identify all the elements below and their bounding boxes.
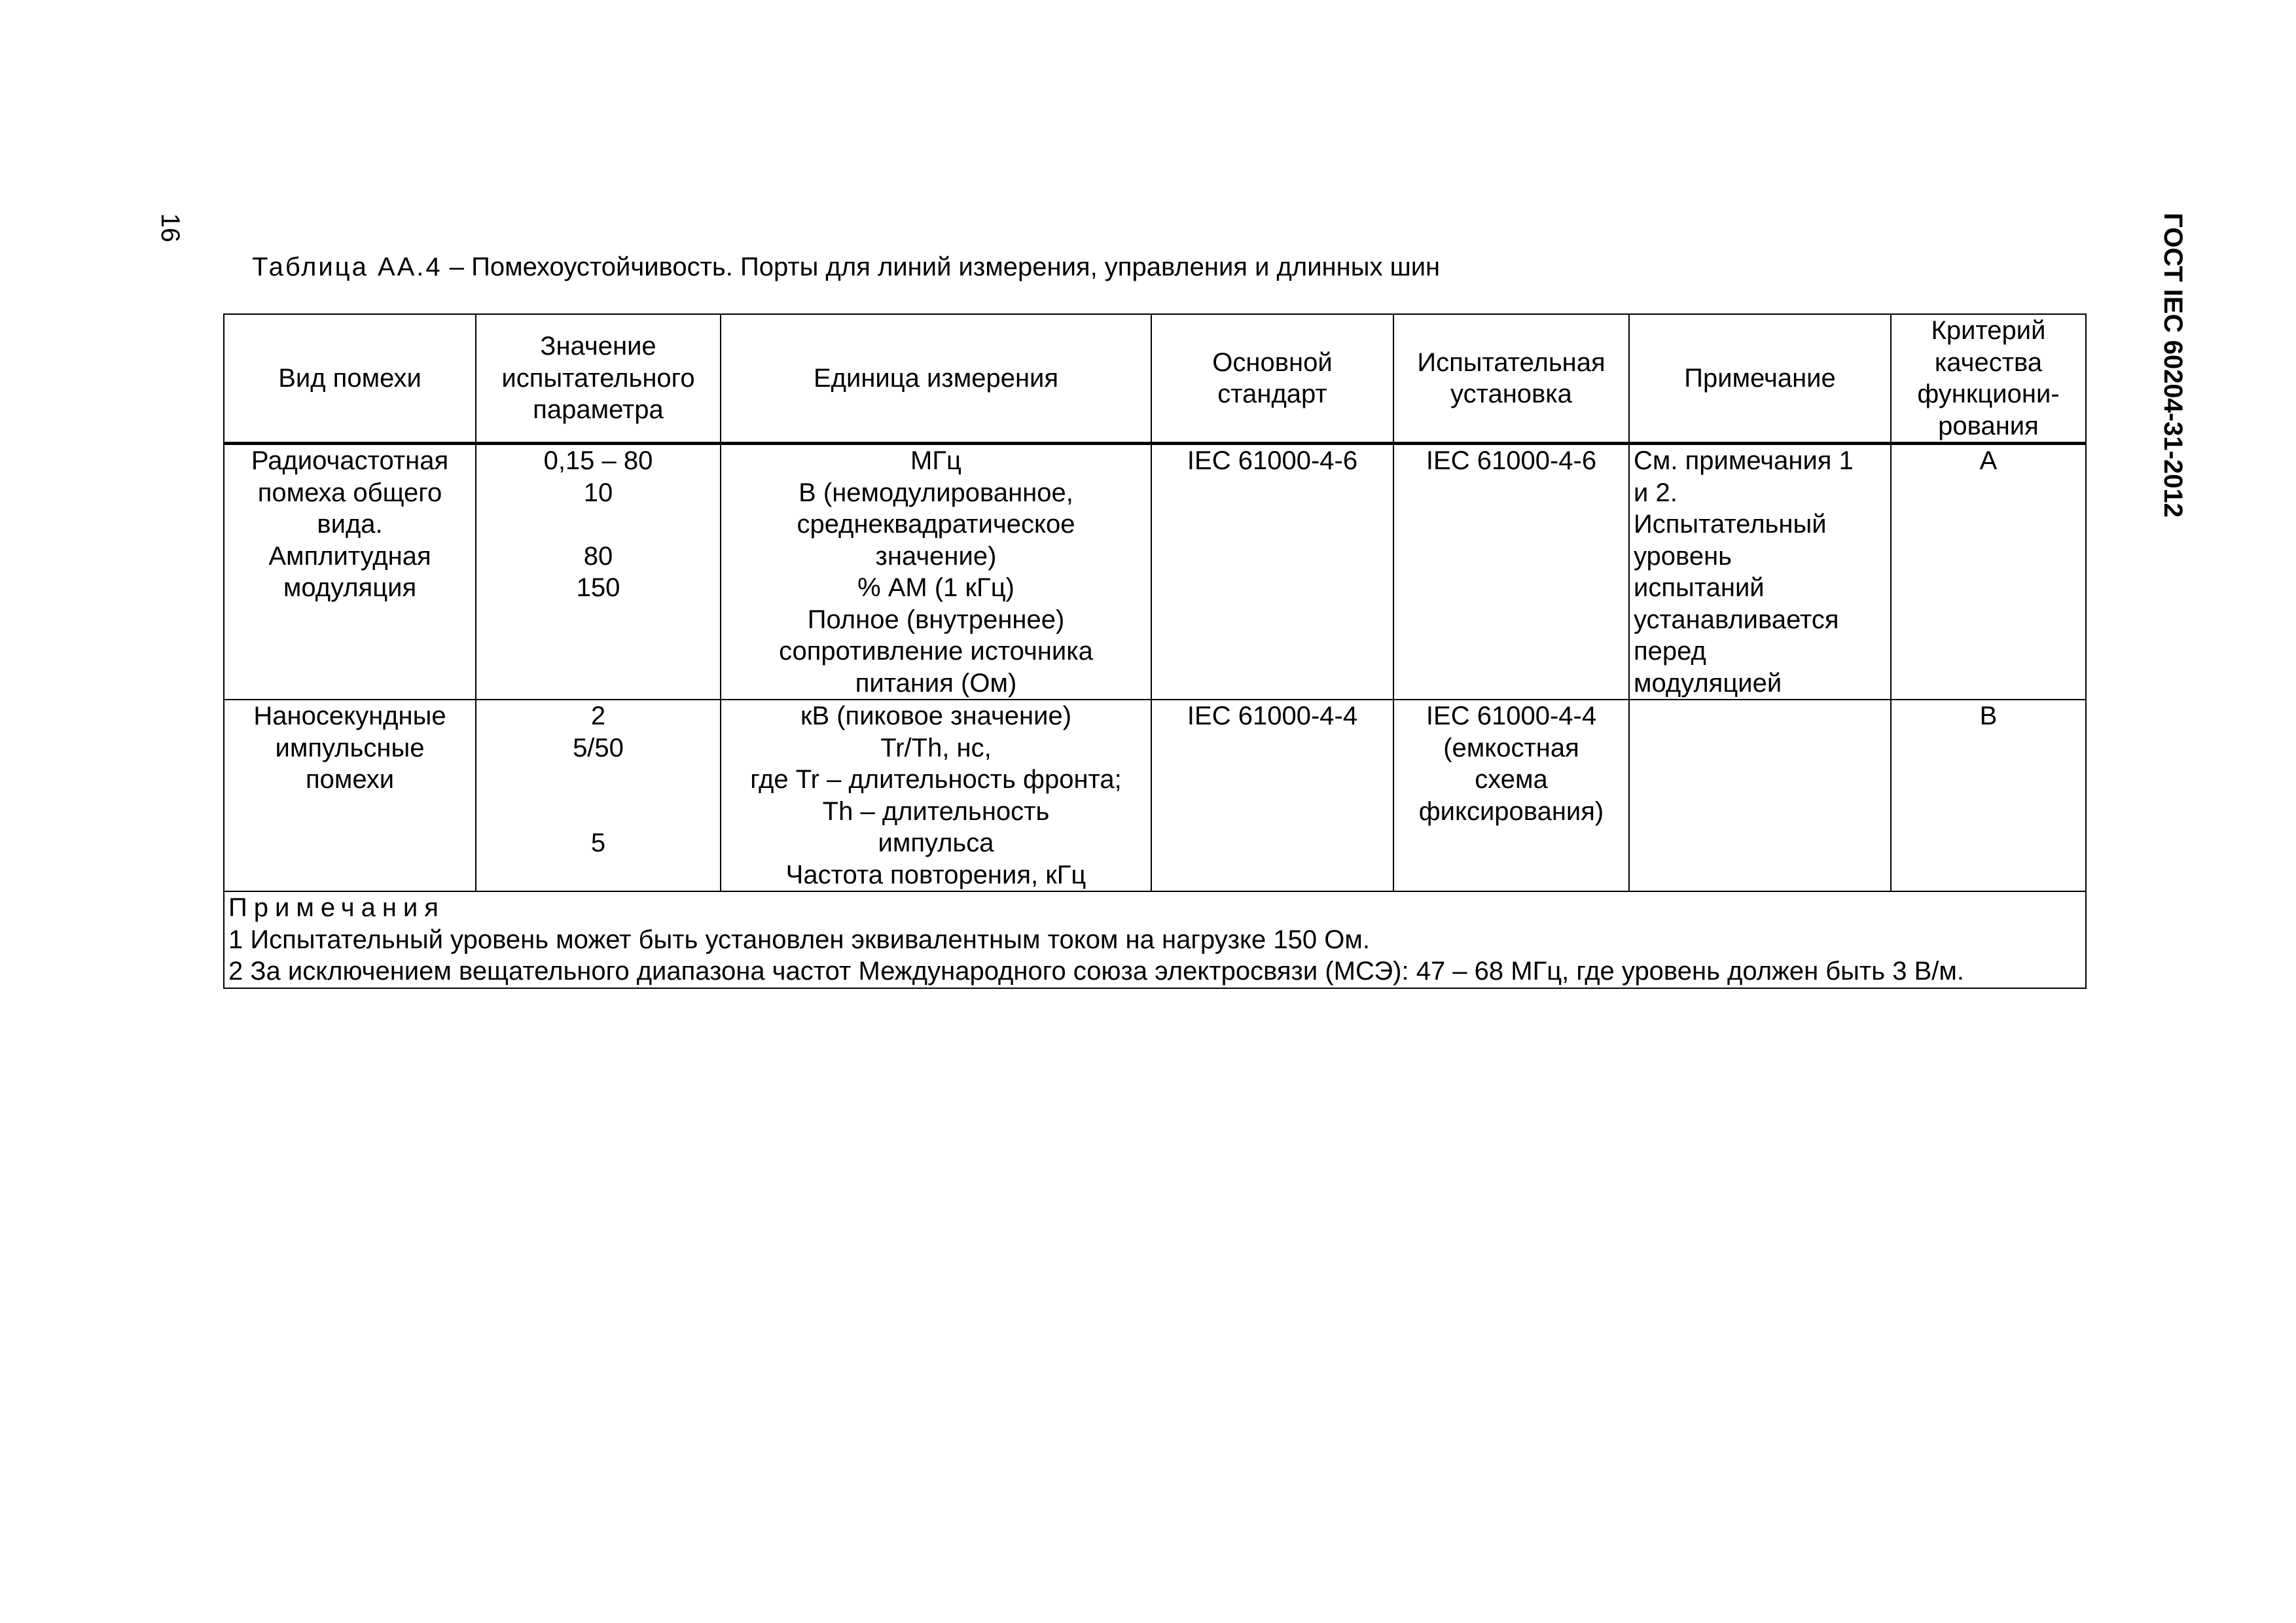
cell-line: Испытательная: [1417, 348, 1605, 377]
cell-line: фиксирования): [1418, 796, 1604, 826]
notes-heading: Примечания: [228, 893, 445, 922]
cell-performance-criterion: [1891, 444, 2086, 700]
cell-line: помеха общего: [257, 478, 442, 507]
cell-line: 5/50: [573, 733, 624, 762]
cell-line: функциони-: [1917, 380, 2060, 408]
cell-line: кВ (пиковое значение): [800, 702, 1072, 730]
cell-unit: [721, 444, 1151, 700]
cell-line: помехи: [305, 765, 395, 794]
cell-line: [480, 764, 716, 796]
header-basic-standard: [1151, 314, 1393, 444]
cell-line: (емкостная: [1443, 733, 1579, 762]
note-item-1: 1 Испытательный уровень может быть установлен эквивалентным током на нагрузке 150 Ом.: [228, 925, 1370, 954]
cell-line: параметра: [533, 395, 664, 425]
cell-line: МГц: [910, 446, 961, 475]
cell-line: перед: [1634, 637, 1706, 666]
immunity-table: [223, 313, 2087, 989]
cell-line: Испытательный: [1634, 510, 1827, 539]
cell-line: [480, 796, 716, 828]
cell-line: импульса: [878, 829, 994, 857]
cell-disturbance-type: [224, 444, 476, 700]
cell-line: Радиочастотная: [251, 446, 449, 475]
cell-line: Полное (внутреннее): [807, 605, 1065, 634]
cell-line: среднеквадратическое: [797, 510, 1075, 539]
cell-line: качества: [1934, 348, 2043, 377]
cell-test-value: [476, 700, 721, 891]
cell-line: Критерий: [1931, 316, 2046, 345]
table-row: [224, 444, 2086, 700]
note-item-2: 2 За исключением вещательного диапазона частот Международного союза электросвязи (МСЭ): 47 – 68 МГц, где уровень должен быть 3 В/м.: [228, 957, 1964, 986]
cell-test-value: [476, 444, 721, 700]
notes-row: [224, 891, 2086, 988]
notes-cell: [224, 891, 2086, 988]
cell-line: Основной: [1212, 348, 1333, 377]
cell-line: Tr/Th, нс,: [880, 733, 992, 762]
cell-line: IEC 61000-4-4: [1426, 702, 1597, 730]
cell-line: питания (Ом): [855, 668, 1017, 698]
cell-line: стандарт: [1217, 380, 1327, 408]
cell-basic-standard: [1151, 444, 1393, 700]
cell-line: В (немодулированное,: [798, 478, 1073, 507]
table-header-row: [224, 314, 2086, 444]
cell-line: IEC 61000-4-6: [1426, 446, 1597, 475]
table-caption-text: – Помехоустойчивость. Порты для линий измерения, управления и длинных шин: [442, 253, 1441, 281]
cell-line: 0,15 – 80: [543, 446, 653, 475]
header-remark: [1629, 314, 1891, 444]
cell-line: модуляцией: [1634, 668, 1782, 698]
cell-line: рования: [1938, 411, 2039, 440]
cell-line: устанавливается: [1634, 605, 1839, 634]
document-code: ГОСТ IEC 60204-31-2012: [2159, 213, 2187, 518]
cell-unit: [721, 700, 1151, 891]
cell-line: уровень: [1634, 541, 1732, 571]
cell-line: Единица измерения: [813, 363, 1059, 393]
cell-line: испытаний: [1634, 573, 1765, 602]
table-caption-label: Таблица АА.4: [252, 253, 442, 281]
cell-line: 10: [583, 478, 613, 507]
cell-test-setup: [1393, 700, 1629, 891]
cell-line: Th – длительность: [822, 796, 1050, 826]
cell-line: схема: [1475, 765, 1548, 794]
cell-line: [480, 508, 716, 541]
cell-line: 150: [576, 573, 620, 602]
cell-disturbance-type: [224, 700, 476, 891]
header-unit: [721, 314, 1151, 444]
header-test-setup: [1393, 314, 1629, 444]
cell-line: значение): [875, 541, 997, 571]
cell-line: 2: [590, 702, 606, 730]
cell-line: Примечание: [1684, 363, 1836, 393]
cell-line: и 2.: [1634, 478, 1677, 507]
cell-line: вида.: [317, 510, 383, 539]
cell-remark: [1629, 700, 1891, 891]
cell-line: модуляция: [283, 573, 417, 602]
cell-line: А: [1979, 446, 1998, 475]
cell-line: 5: [590, 829, 606, 857]
cell-line: сопротивление источника: [779, 637, 1093, 666]
page-number: 16: [156, 213, 185, 243]
cell-line: установка: [1450, 380, 1572, 408]
cell-line: В: [1979, 702, 1998, 730]
header-disturbance-type: [224, 314, 476, 444]
cell-line: где Tr – длительность фронта;: [750, 765, 1122, 794]
header-test-value: [476, 314, 721, 444]
cell-line: IEC 61000-4-6: [1187, 446, 1358, 475]
header-performance-criterion: [1891, 314, 2086, 444]
cell-line: Вид помехи: [278, 363, 422, 393]
cell-line: Частота повторения, кГц: [785, 860, 1086, 889]
cell-test-setup: [1393, 444, 1629, 700]
cell-line: % АМ (1 кГц): [857, 573, 1014, 602]
cell-line: См. примечания 1: [1634, 446, 1854, 475]
cell-line: 80: [583, 541, 613, 571]
table-row: [224, 700, 2086, 891]
table-caption: [252, 249, 1440, 285]
cell-line: Амплитудная: [268, 541, 431, 571]
cell-line: испытательного: [501, 363, 695, 393]
cell-performance-criterion: [1891, 700, 2086, 891]
cell-remark: [1629, 444, 1891, 700]
cell-line: IEC 61000-4-4: [1187, 702, 1358, 730]
cell-line: Значение: [540, 332, 656, 361]
cell-line: Наносекундные: [253, 702, 446, 730]
cell-basic-standard: [1151, 700, 1393, 891]
cell-line: импульсные: [275, 733, 425, 762]
